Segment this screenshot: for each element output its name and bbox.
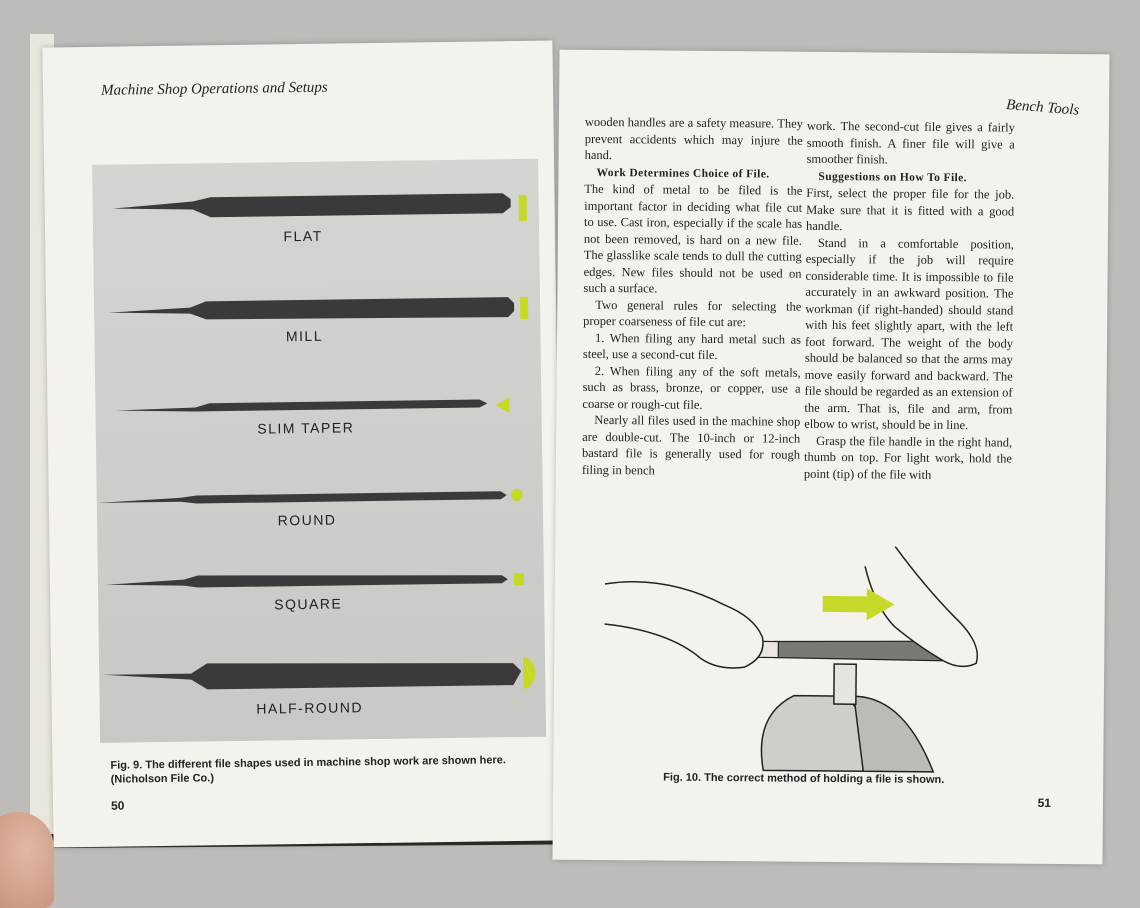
figure-9-caption: Fig. 9. The different file shapes used in machine shop work are shown here. (Nicholson File Co.) <box>110 754 507 786</box>
heading-text: Suggestions on How To File. <box>818 170 968 184</box>
file-label-half-round: HALF-ROUND <box>256 699 364 717</box>
file-flat <box>92 173 538 245</box>
file-label-mill: MILL <box>285 327 324 345</box>
paragraph: Grasp the file handle in the right hand, thumb on top. For light work, hold the point (tip) of the file with <box>803 433 1013 482</box>
file-shapes-photo <box>92 159 546 743</box>
paragraph: First, select the proper file for the job. Make sure that it is fitted with a good handle. <box>805 185 1015 234</box>
right-page <box>552 50 1109 865</box>
paragraph: wooden handles are a safety measure. They prevent accidents which may injure the hand. <box>584 114 803 163</box>
section-heading <box>584 163 802 182</box>
file-label-round: ROUND <box>277 511 337 529</box>
text-column-left <box>582 114 803 480</box>
workpiece <box>834 664 856 704</box>
running-head-right: Bench Tools <box>1005 96 1080 119</box>
file-round <box>96 471 542 529</box>
figure-10-caption: Fig. 10. The correct method of holding a file is shown. <box>663 771 945 787</box>
file-half-round <box>99 643 545 717</box>
holding-thumb <box>0 812 54 908</box>
paragraph: 1. When filing any hard metal such as steel, use a second-cut file. <box>582 330 802 363</box>
running-head-left: Machine Shop Operations and Setups <box>100 79 328 99</box>
page-number-left: 50 <box>110 798 125 813</box>
vise-jaw <box>853 696 934 772</box>
right-hand <box>604 582 763 669</box>
section-heading <box>806 167 1014 186</box>
file-label-flat: FLAT <box>283 227 323 245</box>
paragraph: Two general rules for selecting the proper coarseness of file cut are: <box>583 297 802 330</box>
file-slim-taper <box>95 379 541 437</box>
mill-file-icon <box>94 277 541 333</box>
vise-body <box>761 695 866 771</box>
flat-file-icon <box>92 173 539 229</box>
heading-text: Work Determines Choice of File. <box>596 166 770 180</box>
file-label-slim-taper: SLIM TAPER <box>257 419 355 437</box>
paragraph: Stand in a comfortable position, especially if the job will require considerable time. It is impossible to file accurately in an awkward position. The workman (if right-handed) should stand with his feet slightly apart, with the left foot forward. The weight of the body should be balanced so that the arms may move easily forward and backward. The file should be regarded as an extension of the arm. That is, file and arm, from elbow to wrist, should be in line. <box>804 235 1014 433</box>
paragraph: The kind of metal to be filed is the important factor in deciding what file cut to use. Cast iron, especially if the scale has not been removed, is hard on a new file. The glasslike scale tends to dull the cutting edges. New files should not be used on such a surface. <box>583 181 803 296</box>
text-column-right <box>804 118 1015 484</box>
left-page <box>42 40 563 847</box>
file-square <box>98 551 544 613</box>
paragraph: work. The second-cut file gives a fairly smooth finish. A finer file will give a smoother finish. <box>806 118 1015 167</box>
filing-illustration <box>603 544 1005 777</box>
file-label-square: SQUARE <box>274 595 343 613</box>
paragraph: 2. When filing any of the soft metals, such as brass, bronze, or copper, use a coarse or rough-cut file. <box>582 363 801 412</box>
page-number-right: 51 <box>1037 795 1052 810</box>
paragraph: Nearly all files used in the machine shop are double-cut. The 10-inch or 12-inch bastard file is generally used for rough filing in bench <box>581 412 801 477</box>
file-mill <box>94 277 540 345</box>
